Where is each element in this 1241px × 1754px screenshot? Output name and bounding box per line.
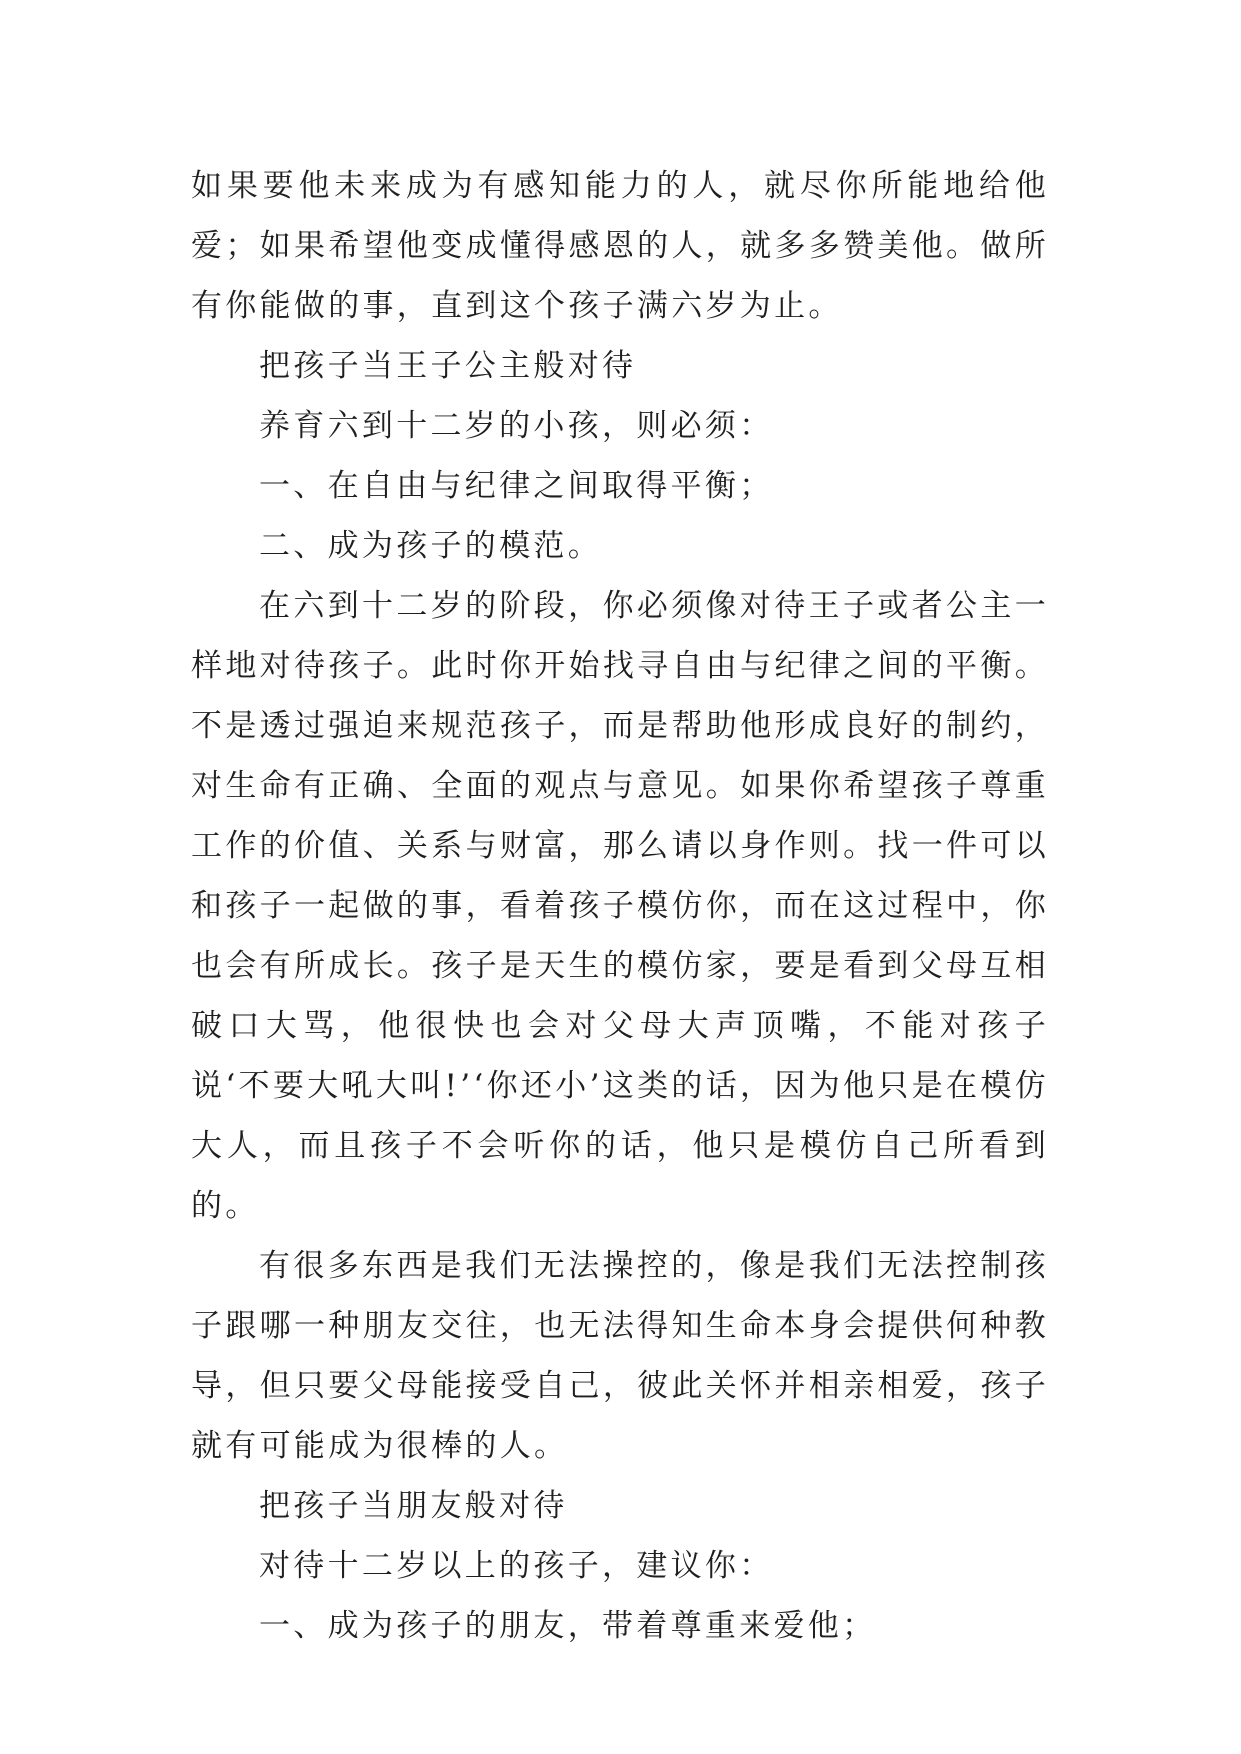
list-item-be-friend: 一、成为孩子的朋友，带着尊重来爱他； <box>259 1608 877 1644</box>
paragraph-ages-six-twelve: 养育六到十二岁的小孩，则必须： <box>259 408 774 444</box>
document-body <box>191 156 1049 1656</box>
list-item-balance: 一、在自由与纪律之间取得平衡； <box>259 468 774 504</box>
section-heading-princes: 把孩子当王子公主般对待 <box>259 348 637 384</box>
paragraph-uncontrollable: 有很多东西是我们无法操控的，像是我们无法控制孩子跟哪一种朋友交往，也无法得知生命本身会提供何种教导，但只要父母能接受自己，彼此关怀并相亲相爱，孩子就有可能成为很棒的人。 <box>191 1248 1049 1464</box>
paragraph-continuation: 如果要他未来成为有感知能力的人，就尽你所能地给他爱；如果希望他变成懂得感恩的人，就多多赞美他。做所有你能做的事，直到这个孩子满六岁为止。 <box>191 168 1049 324</box>
list-item-role-model: 二、成为孩子的模范。 <box>259 528 602 564</box>
paragraph-treat-as-royalty: 在六到十二岁的阶段，你必须像对待王子或者公主一样地对待孩子。此时你开始找寻自由与纪律之间的平衡。不是透过强迫来规范孩子，而是帮助他形成良好的制约，对生命有正确、全面的观点与意见。如果你希望孩子尊重工作的价值、关系与财富，那么请以身作则。找一件可以和孩子一起做的事，看着孩子模仿你，而在这过程中，你也会有所成长。孩子是天生的模仿家，要是看到父母互相破口大骂，他很快也会对父母大声顶嘴，不能对孩子说‘不要大吼大叫!’‘你还小’这类的话，因为他只是在模仿大人，而且孩子不会听你的话，他只是模仿自己所看到的。 <box>191 588 1049 1224</box>
paragraph-over-twelve: 对待十二岁以上的孩子，建议你： <box>259 1548 774 1584</box>
section-heading-friends: 把孩子当朋友般对待 <box>259 1488 568 1524</box>
